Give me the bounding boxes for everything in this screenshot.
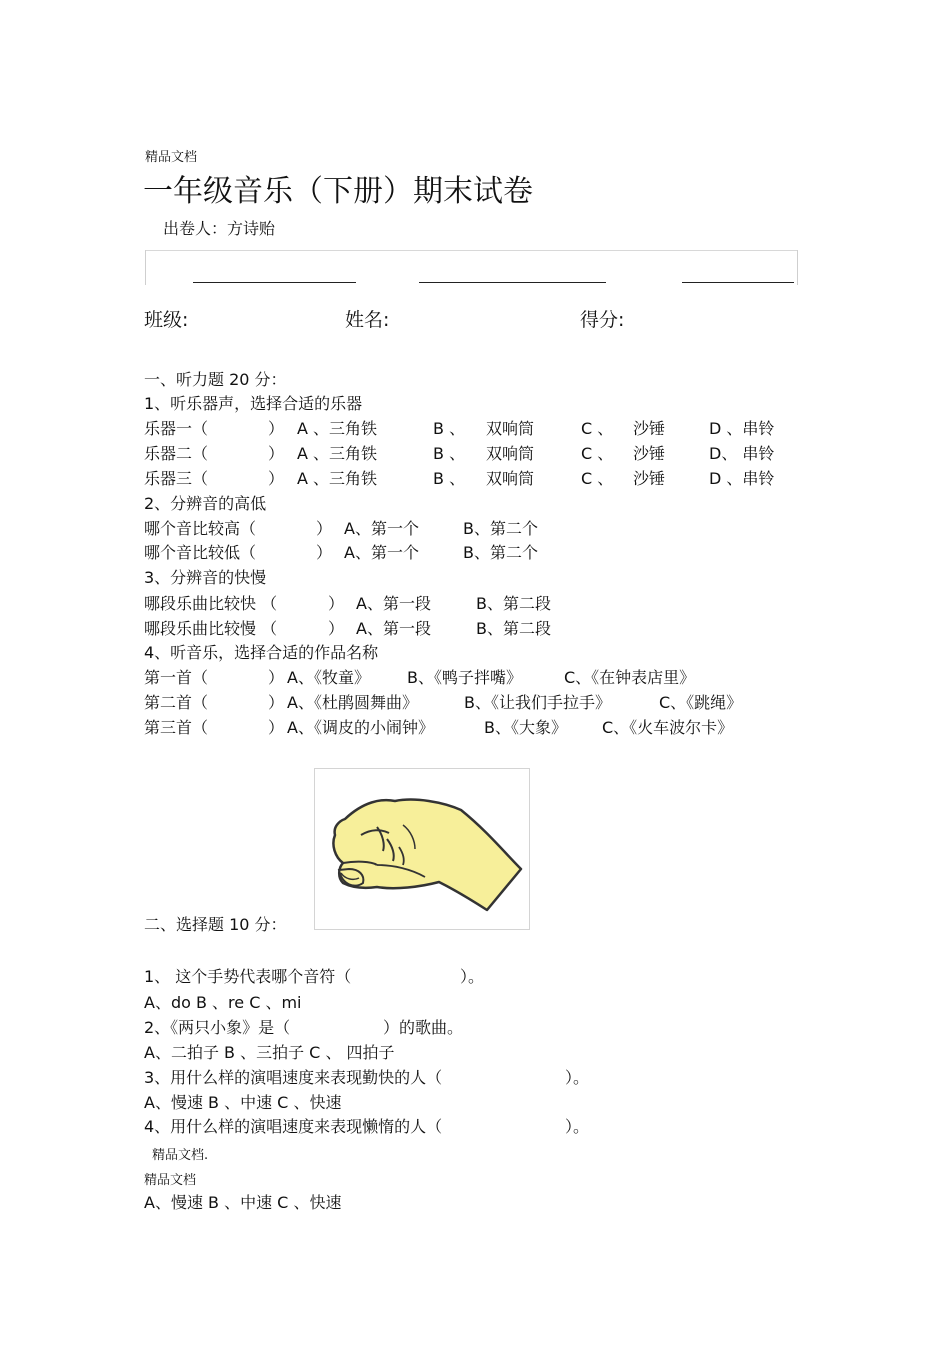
s2-q1-prompt: 1、 这个手势代表哪个音符（	[144, 967, 352, 986]
row-close: ）	[268, 444, 285, 463]
row-close: ）	[328, 619, 345, 638]
fist-hand-sign-icon	[315, 769, 529, 929]
s2-q4-close: ）。	[565, 1117, 590, 1136]
row-close: ）	[316, 543, 333, 562]
option-a: A、《杜鹃圆舞曲》	[287, 693, 418, 712]
option-c-text: 沙锤	[633, 444, 666, 463]
option-b: B、第二个	[463, 519, 538, 538]
row-close: ）	[268, 693, 285, 712]
row-label: 哪个音比较低（	[144, 543, 257, 562]
section2-heading: 二、选择题 10 分：	[144, 915, 287, 934]
row-close: ）	[268, 419, 285, 438]
s2-q3-options: A、慢速 B 、中速 C 、快速	[144, 1093, 342, 1112]
row-label: 乐器二（	[144, 444, 209, 463]
page-title: 一年级音乐（下册）期末试卷	[143, 174, 533, 209]
s1-q1-prompt: 1、听乐器声，选择合适的乐器	[144, 394, 363, 413]
option-a: A、《调皮的小闹钟》	[287, 718, 434, 737]
row-label: 哪段乐曲比较快 （	[144, 594, 278, 613]
watermark-bottom-1: 精品文档.	[152, 1148, 209, 1163]
option-d: D 、串铃	[709, 469, 775, 488]
option-b: B、《让我们手拉手》	[464, 693, 611, 712]
watermark-bottom-2: 精品文档	[144, 1173, 197, 1188]
option-d: D 、串铃	[709, 419, 775, 438]
info-frame-left	[145, 250, 146, 285]
score-label: 得分:	[580, 309, 625, 331]
s2-q1-options: A、do B 、re C 、mi	[144, 993, 302, 1012]
option-b: B 、	[433, 419, 466, 438]
s2-q2-close: ）的歌曲。	[383, 1018, 464, 1037]
info-frame-right	[797, 250, 798, 285]
s1-q3-prompt: 3、分辨音的快慢	[144, 568, 267, 587]
option-a: A、《牧童》	[287, 668, 370, 687]
option-a: A 、三角铁	[297, 444, 378, 463]
option-a: A 、三角铁	[297, 419, 378, 438]
option-b-text: 双响筒	[486, 444, 535, 463]
s2-q3-prompt: 3、用什么样的演唱速度来表现勤快的人（	[144, 1068, 443, 1087]
option-c: C 、	[581, 419, 614, 438]
option-b: B、第二段	[476, 619, 551, 638]
row-close: ）	[268, 718, 285, 737]
row-close: ）	[316, 519, 333, 538]
s2-q4-prompt: 4、用什么样的演唱速度来表现懒惰的人（	[144, 1117, 443, 1136]
gesture-image	[314, 768, 530, 930]
row-label: 乐器三（	[144, 469, 209, 488]
option-b: B 、	[433, 444, 466, 463]
option-a: A、第一个	[344, 543, 419, 562]
name-underline	[419, 282, 606, 283]
option-b: B、第二段	[476, 594, 551, 613]
s2-q1-close: ）。	[460, 967, 485, 986]
option-a: A 、三角铁	[297, 469, 378, 488]
s2-q2-options: A、二拍子 B 、三拍子 C 、 四拍子	[144, 1043, 395, 1062]
option-b: B 、	[433, 469, 466, 488]
score-underline	[682, 282, 794, 283]
option-b-text: 双响筒	[486, 419, 535, 438]
author-line: 出卷人：方诗贻	[163, 219, 276, 238]
section1-heading: 一、听力题 20 分：	[144, 370, 287, 389]
name-label: 姓名:	[345, 309, 390, 331]
option-c-text: 沙锤	[633, 419, 666, 438]
option-a: A、第一段	[356, 594, 431, 613]
option-c: C 、	[581, 469, 614, 488]
row-close: ）	[328, 594, 345, 613]
row-label: 哪段乐曲比较慢 （	[144, 619, 278, 638]
row-label: 第二首（	[144, 693, 209, 712]
info-frame-top	[145, 250, 798, 251]
row-label: 第三首（	[144, 718, 209, 737]
s1-q4-prompt: 4、听音乐，选择合适的作品名称	[144, 643, 379, 662]
row-close: ）	[268, 668, 285, 687]
row-label: 哪个音比较高（	[144, 519, 257, 538]
option-a: A、第一段	[356, 619, 431, 638]
row-label: 第一首（	[144, 668, 209, 687]
s2-q4-options: A、慢速 B 、中速 C 、快速	[144, 1193, 342, 1212]
option-c: C、《火车波尔卡》	[602, 718, 734, 737]
row-close: ）	[268, 469, 285, 488]
class-label: 班级:	[144, 309, 189, 331]
option-c: C 、	[581, 444, 614, 463]
option-b: B、第二个	[463, 543, 538, 562]
watermark-top: 精品文档	[145, 150, 198, 165]
row-label: 乐器一（	[144, 419, 209, 438]
s1-q2-prompt: 2、分辨音的高低	[144, 494, 267, 513]
class-underline	[193, 282, 356, 283]
option-c: C、《在钟表店里》	[564, 668, 696, 687]
s2-q2-prompt: 2、《两只小象》是（	[144, 1018, 291, 1037]
option-b-text: 双响筒	[486, 469, 535, 488]
option-a: A、第一个	[344, 519, 419, 538]
option-c: C、《跳绳》	[659, 693, 743, 712]
option-b: B、《鸭子拌嘴》	[407, 668, 522, 687]
s2-q3-close: ）。	[565, 1068, 590, 1087]
option-c-text: 沙锤	[633, 469, 666, 488]
option-b: B、《大象》	[484, 718, 567, 737]
option-d: D、 串铃	[709, 444, 775, 463]
